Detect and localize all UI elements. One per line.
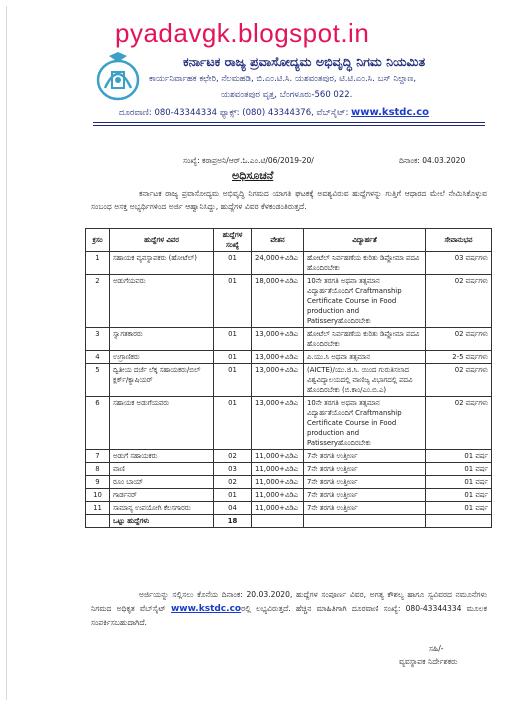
row-serial: 10: [86, 489, 110, 502]
row-post: ಅಡುಗೆ ಸಹಾಯಕರು: [110, 450, 214, 463]
footer-paragraph: [91, 588, 487, 630]
notice-title: ಅಧಿಸೂಚನೆ: [232, 169, 274, 182]
row-post: ದ್ವಿತೀಯ ದರ್ಜೆ ಲೆಕ್ಕ ಸಹಾಯಕರು/ಬಿಲ್ ಕ್ಲರ್ಕ್/ಕ್ಯಾಷಿಯರ್: [110, 364, 214, 397]
col-header-count: ಹುದ್ದೆಗಳ ಸಂಖ್ಯೆ: [214, 229, 252, 252]
row-count: 01: [214, 364, 252, 397]
col-header-post: ಹುದ್ದೆಗಳ ವಿವರ: [110, 229, 214, 252]
row-post: ಸಾಮಾನ್ಯ ಉಪಯೋಗಿ ಕೆಲಸಗಾರರು: [110, 502, 214, 515]
col-header-qualification: ವಿದ್ಯಾರ್ಹತೆ: [304, 229, 426, 252]
row-salary: 11,000+ವಿಡಿಎ: [252, 502, 304, 515]
watermark: pyadavgk.blogspot.in: [115, 18, 370, 48]
row-qualification: ಹೋಟೆಲ್ ನಿರ್ವಹಣೆಯ ಕುರಿತು ಡಿಪ್ಲೋಮಾ ಪದವಿ ಹೊಂದಿರಬೇಕು: [304, 252, 426, 275]
row-salary: 11,000+ವಿಡಿಎ: [252, 489, 304, 502]
row-serial: 3: [86, 328, 110, 351]
row-experience: 02 ವರ್ಷಗಳು: [426, 364, 492, 397]
row-experience: 01 ವರ್ಷ: [426, 450, 492, 463]
row-count: 03: [214, 463, 252, 476]
row-experience: 01 ವರ್ಷ: [426, 463, 492, 476]
col-header-salary: ವೇತನ: [252, 229, 304, 252]
row-serial: 9: [86, 476, 110, 489]
row-serial: 6: [86, 397, 110, 450]
footer-website-link[interactable]: www.kstdc.co: [170, 604, 242, 614]
row-post: ಸ್ವಾಗತಕಾರರು: [110, 328, 214, 351]
row-count: 01: [214, 328, 252, 351]
row-count: 01: [214, 275, 252, 328]
row-post: ರೂಂ ಬಾಯ್: [110, 476, 214, 489]
table-row: [86, 275, 492, 328]
row-count: 01: [214, 252, 252, 275]
row-experience: 03 ವರ್ಷಗಳು: [426, 252, 492, 275]
col-header-experience: ಸೇವಾನುಭವ: [426, 229, 492, 252]
row-salary: 11,000+ವಿಡಿಎ: [252, 463, 304, 476]
contact-text: ದೂರವಾಣಿ: 080-43344334 ಫ್ಯಾಕ್ಸ್: (080) 43344376, ವೆಬ್‌ಸೈಟ್:: [119, 108, 349, 118]
address-line-1: ಕಾರ್ಯನಿರ್ವಾಹಕ ಕಛೇರಿ, ನೆಲಮಹಡಿ, ಬಿ.ಎಂ.ಟಿ.ಸಿ. ಯಶವಂತಪುರ, ಟಿ.ಟಿ.ಎಂ.ಸಿ. ಬಸ್ ನಿಲ್ದಾಣ,: [149, 74, 417, 84]
table-row: [86, 502, 492, 515]
table-row: [86, 450, 492, 463]
row-qualification: 7ನೇ ತರಗತಿ ಉತ್ತೀರ್ಣ: [304, 450, 426, 463]
row-count: 02: [214, 476, 252, 489]
address-line-2: ಯಶವಂತಪುರ ವೃತ್ತ, ಬೆಂಗಳೂರು-560 022.: [221, 90, 353, 100]
row-qualification: 10ನೇ ತರಗತಿ ಅಥವಾ ತತ್ಸಮಾನ ವಿದ್ಯಾರ್ಹತೆಯೊಂದಿಗೆ Craftmanship Certificate Course in Food production and Patisseryಹೊಂದಿರಬೇಕು: [304, 397, 426, 450]
row-qualification: ಪಿ.ಯು.ಸಿ ಅಥವಾ ತತ್ಸಮಾನ: [304, 351, 426, 364]
row-salary: 11,000+ವಿಡಿಎ: [252, 476, 304, 489]
table-row: [86, 364, 492, 397]
row-salary: 11,000+ವಿಡಿಎ: [252, 450, 304, 463]
row-salary: 13,000+ವಿಡಿಎ: [252, 328, 304, 351]
row-count: 01: [214, 397, 252, 450]
header-divider-2: [93, 125, 485, 126]
row-serial: 8: [86, 463, 110, 476]
row-serial: 4: [86, 351, 110, 364]
row-post: ಅಡುಗೆಯವರು: [110, 275, 214, 328]
row-experience: 01 ವರ್ಷ: [426, 502, 492, 515]
table-row: [86, 351, 492, 364]
row-qualification: 10ನೇ ತರಗತಿ ಅಥವಾ ತತ್ಸಮಾನ ವಿದ್ಯಾರ್ಹತೆಯೊಂದಿಗೆ Craftmanship Certificate Course in Food production and Patisseryಹೊಂದಿರಬೇಕು: [304, 275, 426, 328]
row-salary: 18,000+ವಿಡಿಎ: [252, 275, 304, 328]
row-count: 02: [214, 450, 252, 463]
row-salary: 13,000+ವಿಡಿಎ: [252, 364, 304, 397]
table-header-row: [86, 229, 492, 252]
notice-page: [6, 6, 512, 700]
header-divider: [93, 122, 485, 123]
col-header-serial: ಕ್ರಸಂ: [86, 229, 110, 252]
row-qualification: 7ನೇ ತರಗತಿ ಉತ್ತೀರ್ಣ: [304, 502, 426, 515]
row-count: 01: [214, 489, 252, 502]
row-post: ಸಹಾಯಕ ಅಡುಗೆಯವರು: [110, 397, 214, 450]
row-serial: 2: [86, 275, 110, 328]
row-post: ಗಾರ್ಡನರ್: [110, 489, 214, 502]
row-experience: 2-5 ವರ್ಷಗಳು: [426, 351, 492, 364]
row-experience: 02 ವರ್ಷಗಳು: [426, 397, 492, 450]
org-name: ಕರ್ನಾಟಕ ರಾಜ್ಯ ಪ್ರವಾಸೋದ್ಯಮ ಅಭಿವೃದ್ಧಿ ನಿಗಮ ನಿಯಮಿತ: [183, 54, 426, 69]
total-row: [86, 515, 492, 528]
signature-mark: ಸಹಿ/-: [429, 644, 444, 653]
row-qualification: 7ನೇ ತರಗತಿ ಉತ್ತೀರ್ಣ: [304, 476, 426, 489]
intro-paragraph: ಕರ್ನಾಟಕ ರಾಜ್ಯ ಪ್ರವಾಸೋದ್ಯಮ ಅಭಿವೃದ್ಧಿ ನಿಗಮದ ಯಾಗತಿ ಘಟಕಕ್ಕೆ ಅವಶ್ಯವಿರುವ ಹುದ್ದೆಗಳನ್ನು ಗುತ್ತಿಗೆ ಆಧಾರದ ಮೇಲೆ ನೇಮಿಸಿಕೊಳ್ಳುವ ಸಂಬಂಧ ಅಸಕ್ತ ಅಭ್ಯರ್ಥಿಗಳಿಂದ ಅರ್ಜಿ ಆಹ್ವಾನಿಸಿದ್ದು, ಹುದ್ದೆಗಳ ವಿವರ ಕೆಳಕಂಡಂತಿರುತ್ತದೆ.: [91, 189, 487, 211]
footer-text-2: ರಲ್ಲಿ ಲಭ್ಯವಿರುತ್ತದೆ. ಹೆಚ್ಚಿನ ಮಾಹಿತಿಗಾಗಿ ದೂರವಾಣಿ ಸಂಖ್ಯೆ: 080-43344334 ಮೂಲಕ ಸಂಪರ್ಕಿಸಬಹುದಾಗಿದೆ.: [91, 604, 487, 627]
row-post: ವಾಣಿ: [110, 463, 214, 476]
row-qualification: ಹೋಟೆಲ್ ನಿರ್ವಹಣೆಯ ಕುರಿತು ಡಿಪ್ಲೋಮಾ ಪದವಿ ಹೊಂದಿರಬೇಕು: [304, 328, 426, 351]
row-qualification: (AICTE)/ಯು.ಜಿ.ಸಿ. ಯಿಂದ ಗುರುತಿಸಲಾದ ವಿಶ್ವವಿದ್ಯಾಲಯದಲ್ಲಿ ವಾಣಿಜ್ಯ ವಿಭಾಗದಲ್ಲಿ ಪದವಿ ಹೊಂದಿರಬೇಕು (ಬಿ.ಕಾಂ/ಎಂ.ಬಿ.ಎ): [304, 364, 426, 397]
kstdc-logo-icon: [95, 50, 141, 102]
table-row: [86, 476, 492, 489]
table-row: [86, 397, 492, 450]
row-post: ಸಹಾಯಕ ವ್ಯವಸ್ಥಾಪಕರು (ಹೋಟೆಲ್): [110, 252, 214, 275]
row-serial: 5: [86, 364, 110, 397]
table-row: [86, 252, 492, 275]
table-row: [86, 328, 492, 351]
row-experience: 02 ವರ್ಷಗಳು: [426, 328, 492, 351]
signature-title: ವ್ಯವಸ್ಥಾಪಕ ನಿರ್ದೇಶಕರು: [399, 657, 458, 666]
row-experience: 01 ವರ್ಷ: [426, 489, 492, 502]
row-experience: 02 ವರ್ಷಗಳು: [426, 275, 492, 328]
row-count: 04: [214, 502, 252, 515]
row-post: ಉಗ್ರಾಣಿಕರು: [110, 351, 214, 364]
row-serial: 7: [86, 450, 110, 463]
contact-line: [119, 107, 429, 118]
notice-date: ದಿನಾಂಕ: 04.03.2020: [399, 156, 466, 165]
row-serial: 11: [86, 502, 110, 515]
total-label: ಒಟ್ಟು ಹುದ್ದೆಗಳು: [110, 515, 214, 528]
table-row: [86, 463, 492, 476]
vacancy-table: [85, 228, 492, 528]
row-count: 01: [214, 351, 252, 364]
row-qualification: 7ನೇ ತರಗತಿ ಉತ್ತೀರ್ಣ: [304, 463, 426, 476]
reference-number: ಸಂಖ್ಯೆ: ಕರಾಪ್ರಅನಿ/ಆರ್.ಓ.ಎಂ.ಟಿ/06/2019-20/: [183, 156, 314, 165]
row-salary: 13,000+ವಿಡಿಎ: [252, 397, 304, 450]
total-value: 18: [214, 515, 252, 528]
row-experience: 01 ವರ್ಷ: [426, 476, 492, 489]
row-salary: 13,000+ವಿಡಿಎ: [252, 351, 304, 364]
table-row: [86, 489, 492, 502]
row-serial: 1: [86, 252, 110, 275]
footer-text-1: ಅರ್ಜಿಯನ್ನು ಸಲ್ಲಿಸಲು ಕೊನೆಯ ದಿನಾಂಕ: 20.03.2020, ಹುದ್ದೆಗಳ ಸಂಪೂರ್ಣ ವಿವರ, ಅಗತ್ಯ ಕೌಶಲ್ಯ ಹಾಗೂ ಸ್ವವಿವರದ ನಮೂನೆಗಳು ನಿಗಮದ ಅಧಿಕೃತ ವೆಬ್‌ಸೈಟ್: [91, 590, 487, 613]
row-qualification: 7ನೇ ತರಗತಿ ಉತ್ತೀರ್ಣ: [304, 489, 426, 502]
row-salary: 24,000+ವಿಡಿಎ: [252, 252, 304, 275]
website-link[interactable]: www.kstdc.co: [351, 107, 429, 118]
